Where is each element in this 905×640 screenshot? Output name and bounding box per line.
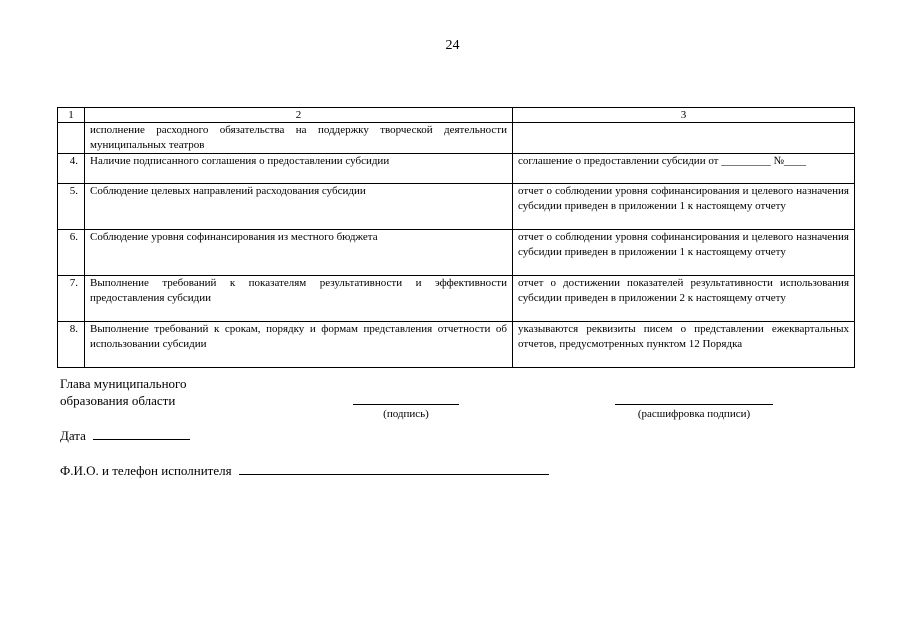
row-number: 4. [58, 154, 85, 184]
row-number: 8. [58, 322, 85, 368]
row-criterion: Выполнение требований к показателям результативности и эффективности предоставления субсидии [85, 276, 513, 322]
row-number [58, 123, 85, 154]
executor-row [60, 463, 549, 479]
head-title-line2: образования области [60, 393, 176, 408]
decoding-caption: (расшифровка подписи) [637, 408, 751, 420]
signature-caption: (подпись) [383, 408, 429, 420]
column-header-2: 2 [85, 108, 513, 123]
row-criterion: Соблюдение целевых направлений расходования субсидии [85, 184, 513, 230]
row-criterion: Выполнение требований к срокам, порядку и формам представления отчетности об использовании субсидии [85, 322, 513, 368]
row-source [513, 123, 855, 154]
table-row [58, 322, 855, 368]
column-header-3: 3 [513, 108, 855, 123]
table-row [58, 123, 855, 154]
date-row [60, 428, 190, 444]
table-header-row [58, 108, 855, 123]
row-source: отчет о достижении показателей результативности использования субсидии приведен в приложении 2 к настоящему отчету [513, 276, 855, 322]
table-row [58, 230, 855, 276]
table-row [58, 184, 855, 230]
row-number: 5. [58, 184, 85, 230]
executor-label: Ф.И.О. и телефон исполнителя [60, 463, 232, 478]
row-source: отчет о соблюдении уровня софинансирования и целевого назначения субсидии приведен в приложении 1 к настоящему отчету [513, 230, 855, 276]
head-title-line1: Глава муниципального [60, 376, 187, 391]
table-row [58, 154, 855, 184]
row-criterion: Соблюдение уровня софинансирования из местного бюджета [85, 230, 513, 276]
signature-line [353, 404, 459, 405]
row-number: 7. [58, 276, 85, 322]
date-label: Дата [60, 428, 86, 443]
report-table [57, 107, 855, 368]
row-number: 6. [58, 230, 85, 276]
decoding-line [615, 404, 773, 405]
row-criterion: исполнение расходного обязательства на поддержку творческой деятельности муниципальных театров [85, 123, 513, 154]
executor-field-line [239, 474, 549, 475]
table-row [58, 276, 855, 322]
row-source: указываются реквизиты писем о представлении ежеквартальных отчетов, предусмотренных пунктом 12 Порядка [513, 322, 855, 368]
date-field-line [93, 439, 190, 440]
row-source: соглашение о предоставлении субсидии от _________ №____ [513, 154, 855, 184]
row-criterion: Наличие подписанного соглашения о предоставлении субсидии [85, 154, 513, 184]
row-source: отчет о соблюдении уровня софинансирования и целевого назначения субсидии приведен в приложении 1 к настоящему отчету [513, 184, 855, 230]
page-number: 24 [445, 38, 460, 53]
column-header-1: 1 [58, 108, 85, 123]
